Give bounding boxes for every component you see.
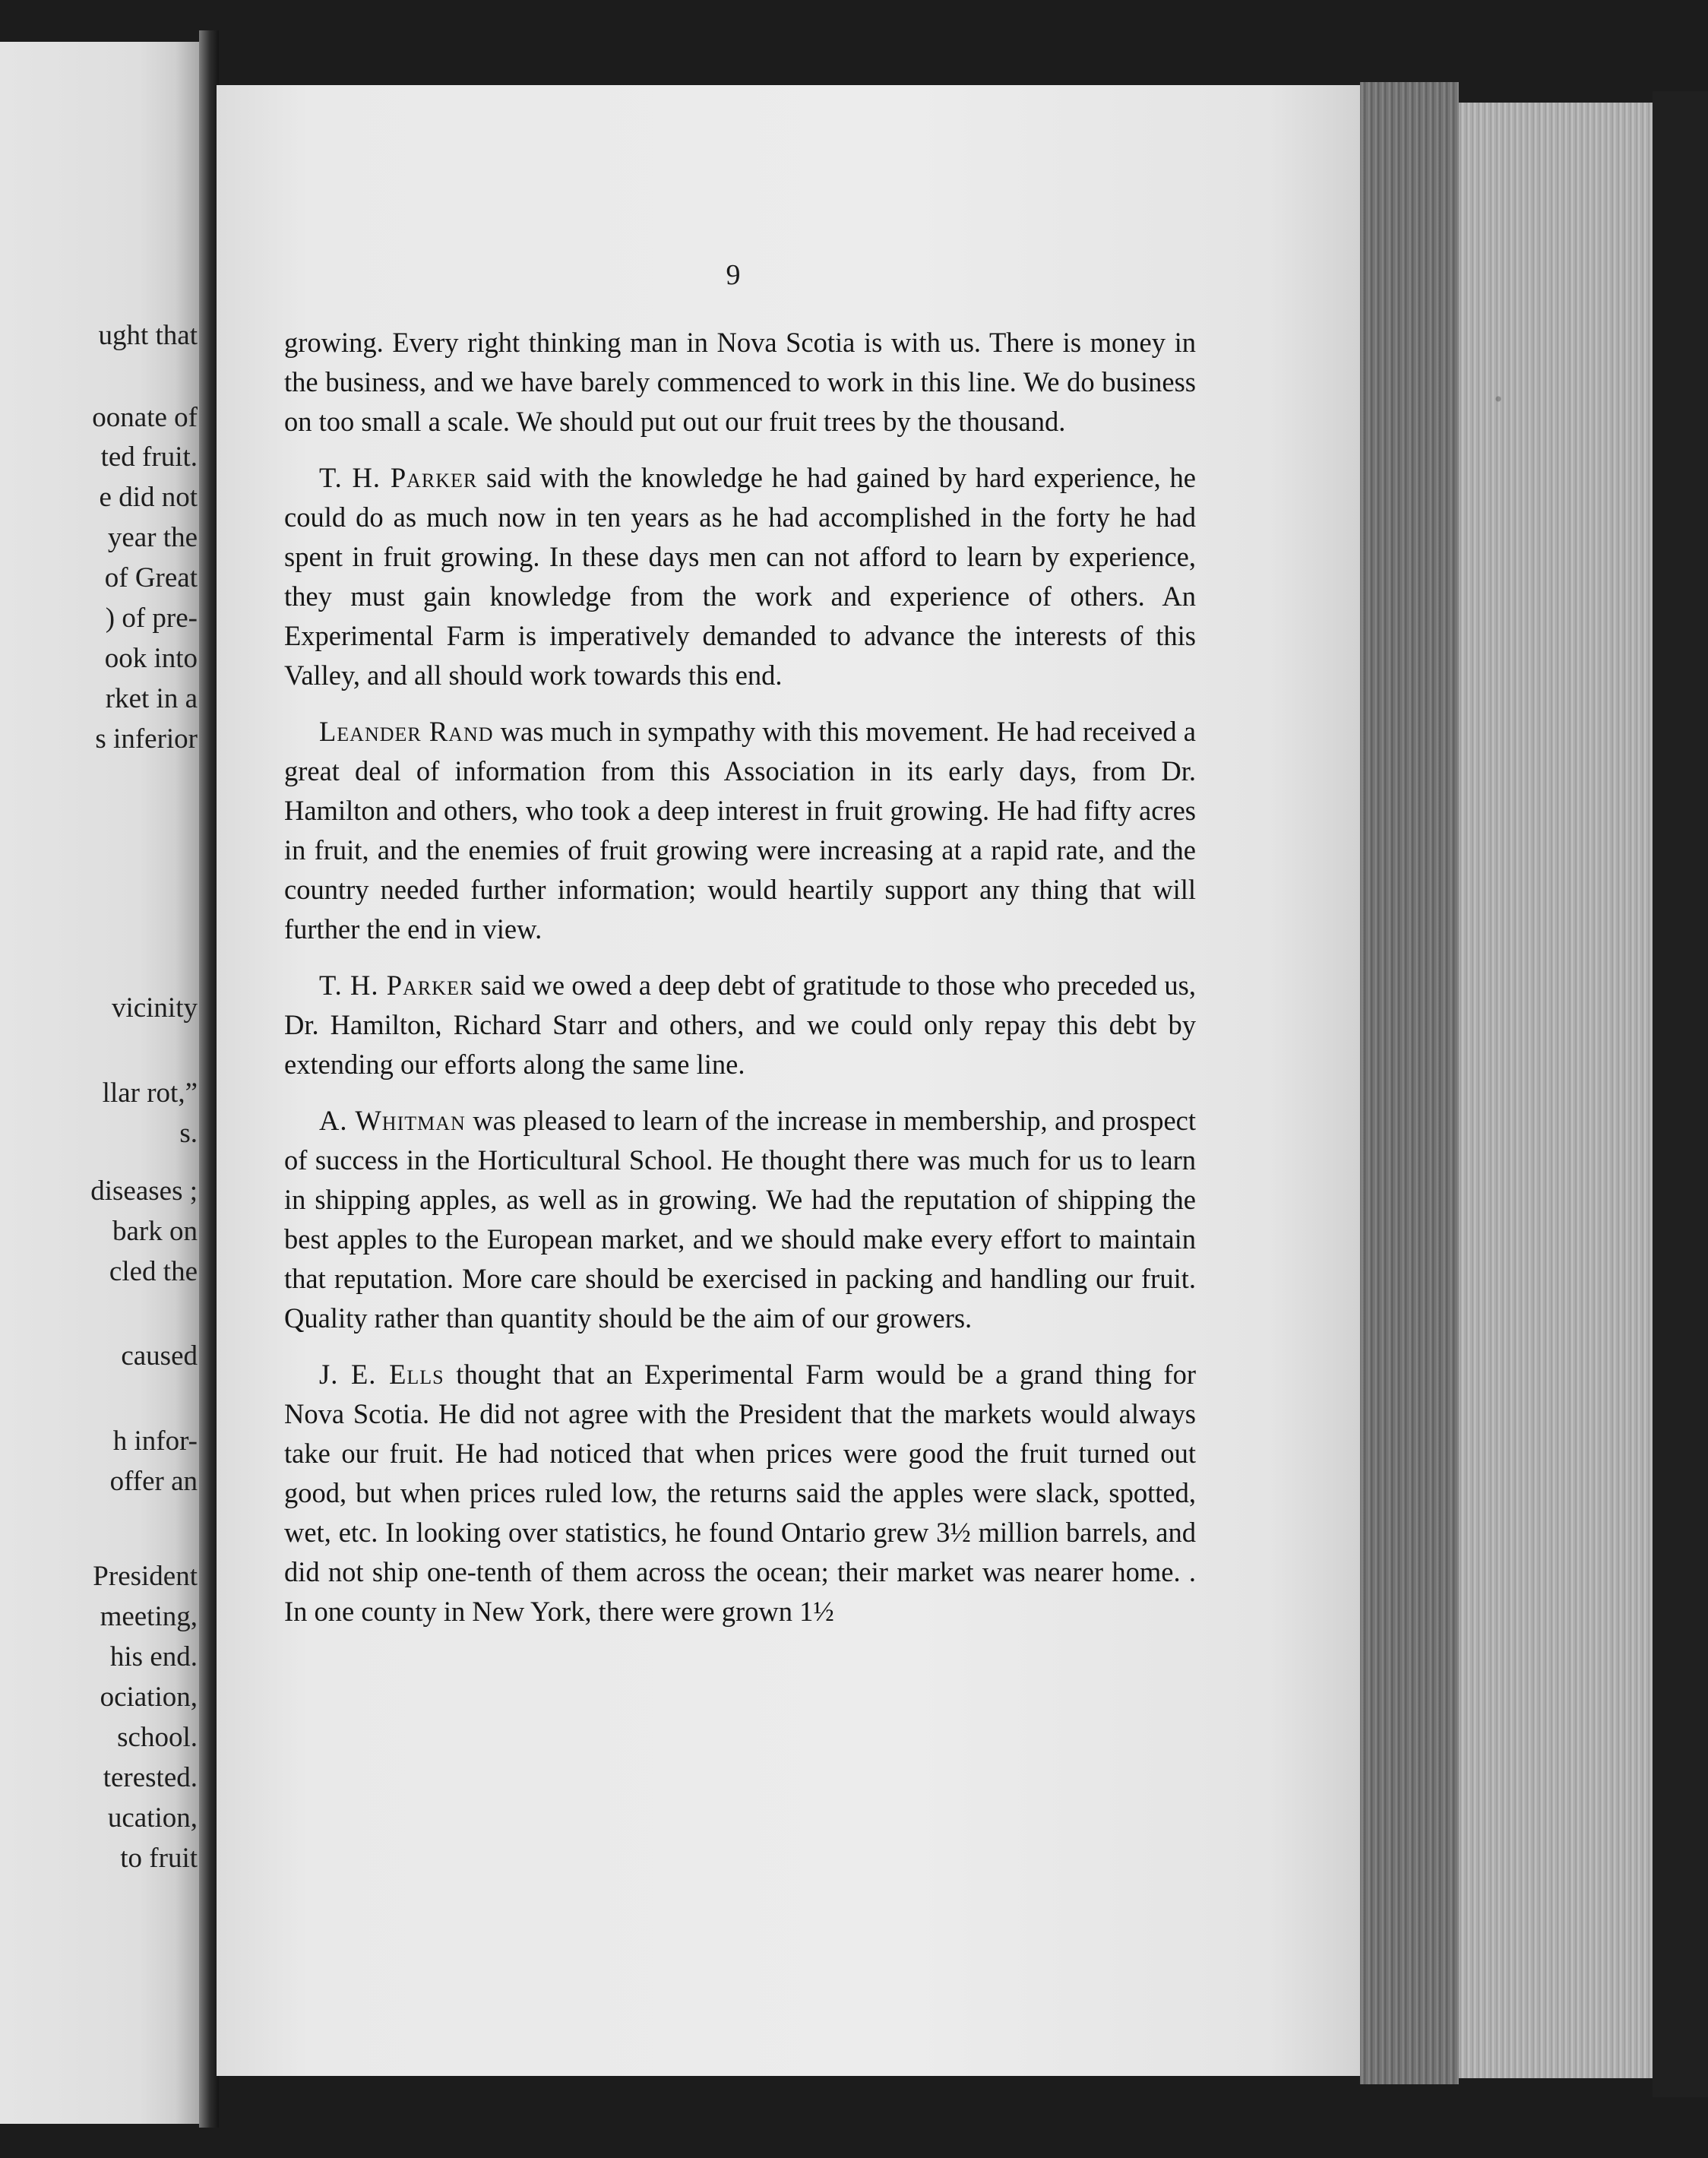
left-page-line: h infor- — [112, 1425, 198, 1457]
speaker-name: T. H. Parker — [319, 970, 474, 1001]
page-edge-shadow — [1360, 82, 1459, 2084]
paragraph — [284, 1355, 1196, 1631]
paragraph-text: was much in sympathy with this movement. He had received a great deal of information from this Association in its early days, from Dr. Hamilton and others, who took a deep interest in fruit growing. He had fifty acres in fruit, and the enemies of fruit growing were increasing at a rapid rate, and the country needed further information; would heartily support any thing that will further the end in view. — [284, 716, 1196, 945]
left-page-line: terested. — [103, 1762, 198, 1793]
left-page-line: his end. — [109, 1641, 198, 1672]
paragraph-text: thought that an Experimental Farm would be a grand thing for Nova Scotia. He did not agree with the President that the markets would always take our fruit. He had noticed that when prices were good the fruit turned out good, but when prices ruled low, the returns said the apples were slack, spotted, wet, etc. In looking over statistics, he found Ontario grew 3½ million barrels, and did not ship one-tenth of them across the ocean; their market was nearer home. . In one county in New York, there were grown 1½ — [284, 1359, 1196, 1627]
speaker-name: J. E. Ells — [319, 1359, 444, 1390]
left-page-line: diseases ; — [90, 1176, 198, 1207]
page-stack-edge — [1459, 103, 1656, 2078]
left-page-line: to fruit — [120, 1843, 198, 1874]
main-text-column — [284, 323, 1196, 1648]
page-number: 9 — [726, 259, 741, 291]
left-page-line: school. — [117, 1722, 198, 1753]
paragraph — [284, 458, 1196, 695]
left-page-line: s. — [179, 1118, 198, 1149]
paragraph-text: said with the knowledge he had gained by hard experience, he could do as much now in ten years as he had accomplished in the forty he had spent in fruit growing. In these days men can not afford to learn by experience, they must gain knowledge from the work and experience of others. An Experimental Farm is imperatively demanded to advance the interests of this Valley, and all should work towards this end. — [284, 462, 1196, 691]
left-page-line: of Great — [104, 562, 198, 593]
left-page-line: ook into — [104, 643, 198, 674]
left-page-line: bark on — [112, 1216, 198, 1247]
paragraph-text: growing. Every right thinking man in Nova Scotia is with us. There is money in the business, and we have barely commenced to work in this line. We do business on too small a scale. We should put out our fruit trees by the thousand. — [284, 327, 1196, 437]
left-page-line: rket in a — [105, 683, 198, 714]
speaker-name: Leander Rand — [319, 716, 494, 747]
paragraph-text: was pleased to learn of the increase in membership, and prospect of success in the Horticultural School. He thought there was much for us to learn in shipping apples, as well as in growing. We had the reputation of shipping the best apples to the European market, and we should make every effort to maintain that reputation. More care should be exercised in packing and handling our fruit. Quality rather than quantity should be the aim of our growers. — [284, 1105, 1196, 1334]
left-page-line: year the — [107, 522, 198, 553]
left-page-line: e did not — [99, 482, 198, 513]
left-page-line: s inferior — [95, 723, 198, 755]
left-page-line: ) of pre- — [105, 603, 198, 634]
left-page-line: ted fruit. — [100, 441, 198, 473]
paragraph — [284, 712, 1196, 949]
speaker-name: A. Whitman — [319, 1105, 466, 1136]
left-page-line: offer an — [109, 1466, 198, 1497]
left-page-line: meeting, — [100, 1601, 198, 1632]
speaker-name: T. H. Parker — [319, 462, 478, 493]
background — [1653, 91, 1708, 2097]
paragraph-text: said we owed a deep debt of gratitude to those who preceded us, Dr. Hamilton, Richard Starr and others, and we could only repay this debt by extending our efforts along the same line. — [284, 970, 1196, 1080]
left-page-line: cled the — [109, 1256, 198, 1287]
paragraph — [284, 1101, 1196, 1338]
left-page-text — [0, 42, 199, 2124]
left-page — [0, 42, 199, 2124]
left-page-line: ught that — [98, 320, 198, 351]
left-page-line: oonate of — [92, 402, 198, 433]
left-page-line: ociation, — [100, 1682, 198, 1713]
left-page-line: caused — [121, 1340, 198, 1372]
paragraph — [284, 966, 1196, 1084]
left-page-line: llar rot,” — [102, 1077, 198, 1109]
paragraph — [284, 323, 1196, 441]
left-page-line: President — [93, 1561, 198, 1592]
left-page-line: vicinity — [111, 992, 198, 1024]
left-page-line: ucation, — [107, 1802, 198, 1834]
